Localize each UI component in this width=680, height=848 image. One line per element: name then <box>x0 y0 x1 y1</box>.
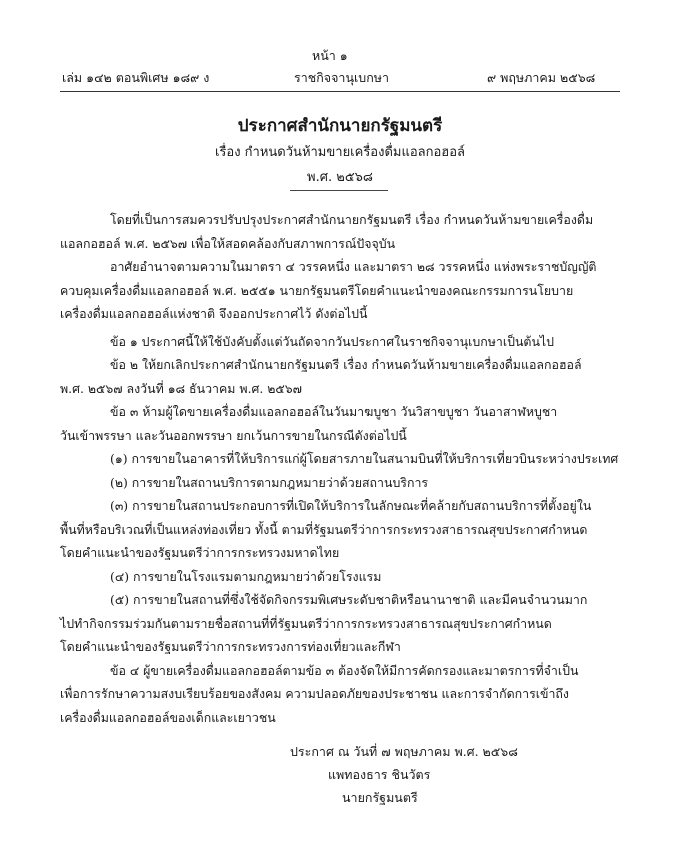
item-2 <box>60 471 628 495</box>
text-line: เครื่องดื่มแอลกอฮอล์แห่งชาติ จึงออกประกาศไว้ ดังต่อไปนี้ <box>60 306 368 321</box>
text-line: ควบคุมเครื่องดื่มแอลกอฮอล์ พ.ศ. ๒๕๕๑ นายกรัฐมนตรีโดยคำแนะนำของคณะกรรมการนโยบาย <box>60 282 574 298</box>
item-5 <box>60 588 628 659</box>
text-line: (๕) การขายในสถานที่ซึ่งใช้จัดกิจกรรมพิเศษระดับชาติหรือนานาชาติ และมีคนจำนวนมาก <box>110 592 588 607</box>
gazette-header <box>62 68 622 88</box>
text-line: พื้นที่หรือบริเวณที่เป็นแหล่งท่องเที่ยว ทั้งนี้ ตามที่รัฐมนตรีว่าการกระทรวงสาธารณสุขประกาศกำหนด <box>60 521 588 537</box>
text-line: พ.ศ. ๒๕๖๗ ลงวันที่ ๑๘ ธันวาคม พ.ศ. ๒๕๖๗ <box>60 380 302 396</box>
header-divider <box>60 91 620 92</box>
clause-2 <box>60 353 628 400</box>
text-line: ข้อ ๔ ผู้ขายเครื่องดื่มแอลกอฮอล์ตามข้อ ๓ ต้องจัดให้มีการคัดกรองและมาตรการที่จำเป็น <box>110 662 579 678</box>
page-number: หน้า ๑ <box>312 48 348 63</box>
signatory-position: นายกรัฐมนตรี <box>342 790 418 805</box>
text-line: (๑) การขายในอาคารที่ให้บริการแก่ผู้โดยสารภายในสนามบินที่ให้บริการเที่ยวบินระหว่างประเทศ <box>110 451 619 466</box>
text-line: อาศัยอำนาจตามความในมาตรา ๔ วรรคหนึ่ง และมาตรา ๒๘ วรรคหนึ่ง แห่งพระราชบัญญัติ <box>110 259 597 274</box>
text-line: แอลกอฮอล์ พ.ศ. ๒๕๖๗ เพื่อให้สอดคล้องกับสภาพการณ์ปัจจุบัน <box>60 235 396 251</box>
signatory-name: แพทองธาร ชินวัตร <box>328 767 431 782</box>
announcement-title: ประกาศสำนักนายกรัฐมนตรี <box>237 116 443 136</box>
text-line: (๒) การขายในสถานบริการตามกฎหมายว่าด้วยสถานบริการ <box>110 474 429 490</box>
title-divider <box>290 190 388 191</box>
text-line: วันเข้าพรรษา และวันออกพรรษา ยกเว้นการขายในกรณีดังต่อไปนี้ <box>60 427 407 443</box>
text-line: โดยคำแนะนำของรัฐมนตรีว่าการกระทรวงมหาดไทย <box>60 545 340 560</box>
paragraph-intro <box>60 208 628 255</box>
clause-4 <box>60 659 628 730</box>
announcement-subject: เรื่อง กำหนดวันห้ามขายเครื่องดื่มแอลกอฮอล์ <box>214 145 466 160</box>
text-line: เพื่อการรักษาความสงบเรียบร้อยของสังคม ความปลอดภัยของประชาชน และการจำกัดการเข้าถึง <box>60 686 569 701</box>
text-line: โดยที่เป็นการสมควรปรับปรุงประกาศสำนักนายกรัฐมนตรี เรื่อง กำหนดวันห้ามขายเครื่องดื่ม <box>110 212 594 227</box>
text-line: (๓) การขายในสถานประกอบการที่เปิดให้บริการในลักษณะที่คล้ายกับสถานบริการที่ตั้งอยู่ใน <box>110 498 592 513</box>
text-line: (๔) การขายในโรงแรมตามกฎหมายว่าด้วยโรงแรม <box>110 568 382 584</box>
publication-date: ๙ พฤษภาคม ๒๕๖๘ <box>487 70 596 85</box>
text-line: โดยคำแนะนำของรัฐมนตรีว่าการกระทรวงการท่องเที่ยวและกีฬา <box>60 639 401 654</box>
announcement-year: พ.ศ. ๒๕๖๘ <box>307 170 373 185</box>
signing-date: ประกาศ ณ วันที่ ๗ พฤษภาคม พ.ศ. ๒๕๖๘ <box>290 744 518 759</box>
text-line: ข้อ ๓ ห้ามผู้ใดขายเครื่องดื่มแอลกอฮอล์ในวันมาฆบูชา วันวิสาขบูชา วันอาสาฬหบูชา <box>110 404 558 419</box>
text-line: ข้อ ๑ ประกาศนี้ให้ใช้บังคับตั้งแต่วันถัดจากวันประกาศในราชกิจจานุเบกษาเป็นต้นไป <box>110 333 555 349</box>
volume-info: เล่ม ๑๔๒ ตอนพิเศษ ๑๘๙ ง <box>62 70 210 85</box>
gazette-name: ราชกิจจานุเบกษา <box>294 70 390 85</box>
text-line: ไปทำกิจกรรมร่วมกันตามรายชื่อสถานที่ที่รัฐมนตรีว่าการกระทรวงสาธารณสุขประกาศกำหนด <box>60 615 552 631</box>
clause-1 <box>60 330 628 354</box>
item-1 <box>60 447 628 471</box>
text-line: เครื่องดื่มแอลกอฮอล์ของเด็กและเยาวชน <box>60 709 276 725</box>
announcement-body <box>60 208 628 729</box>
clause-3 <box>60 400 628 447</box>
text-line: ข้อ ๒ ให้ยกเลิกประกาศสำนักนายกรัฐมนตรี เรื่อง กำหนดวันห้ามขายเครื่องดื่มแอลกอฮอล์ <box>110 357 582 372</box>
paragraph-authority <box>60 255 628 326</box>
signature-block <box>290 740 518 809</box>
item-3 <box>60 494 628 565</box>
item-4 <box>60 565 628 589</box>
